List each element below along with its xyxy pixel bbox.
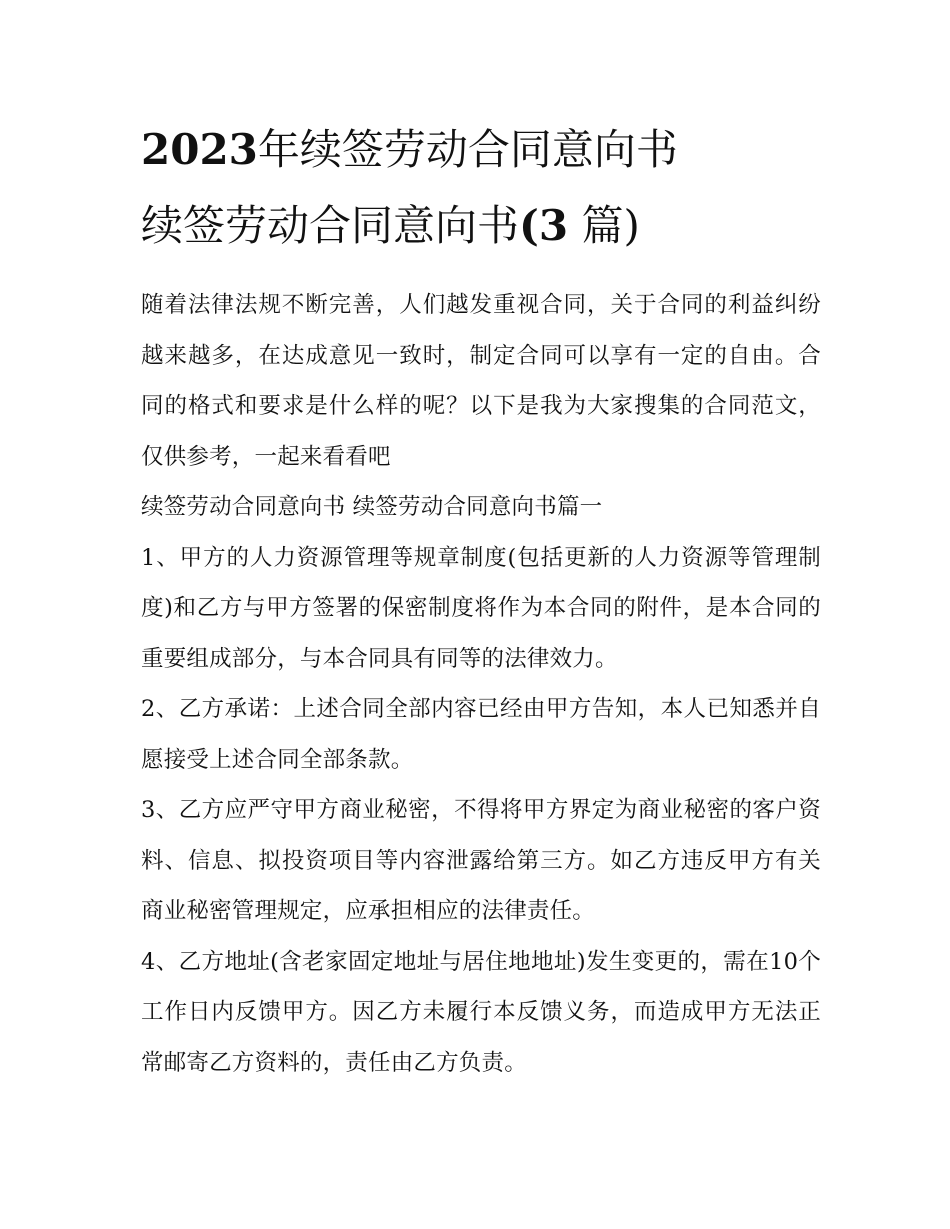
- clause-1: 1、甲方的人力资源管理等规章制度(包括更新的人力资源等管理制度)和乙方与甲方签署的保密制度将作为本合同的附件，是本合同的重要组成部分，与本合同具有同等的法律效力。: [141, 544, 821, 672]
- title-line-2-end: 篇): [581, 201, 640, 250]
- title-line-1: [141, 125, 678, 174]
- document-title: [141, 112, 821, 264]
- intro-paragraph: 随着法律法规不断完善，人们越发重视合同，关于合同的利益纠纷越来越多，在达成意见一致时，制定合同可以享有一定的自由。合同的格式和要求是什么样的呢？以下是我为大家搜集的合同范文，仅供参考，一起来看看吧: [141, 292, 821, 470]
- title-line-1-text: 年续签劳动合同意向书: [257, 125, 678, 174]
- section-heading: 续签劳动合同意向书 续签劳动合同意向书篇一: [141, 494, 603, 520]
- document-body: [141, 280, 821, 1088]
- title-count: (3: [519, 201, 569, 250]
- title-line-2: [141, 201, 640, 250]
- document-page: [141, 112, 821, 1088]
- clause-4: 4、乙方地址(含老家固定地址与居住地地址)发生变更的，需在10个工作日内反馈甲方。因乙方未履行本反馈义务，而造成甲方无法正常邮寄乙方资料的，责任由乙方负责。: [141, 948, 821, 1076]
- clause-3: 3、乙方应严守甲方商业秘密，不得将甲方界定为商业秘密的客户资料、信息、拟投资项目等内容泄露给第三方。如乙方违反甲方有关商业秘密管理规定，应承担相应的法律责任。: [141, 797, 821, 924]
- clause-2: 2、乙方承诺：上述合同全部内容已经由甲方告知，本人已知悉并自愿接受上述合同全部条款。: [141, 696, 821, 773]
- title-year: 2023: [141, 125, 258, 174]
- title-line-2-text: 续签劳动合同意向书: [141, 201, 520, 250]
